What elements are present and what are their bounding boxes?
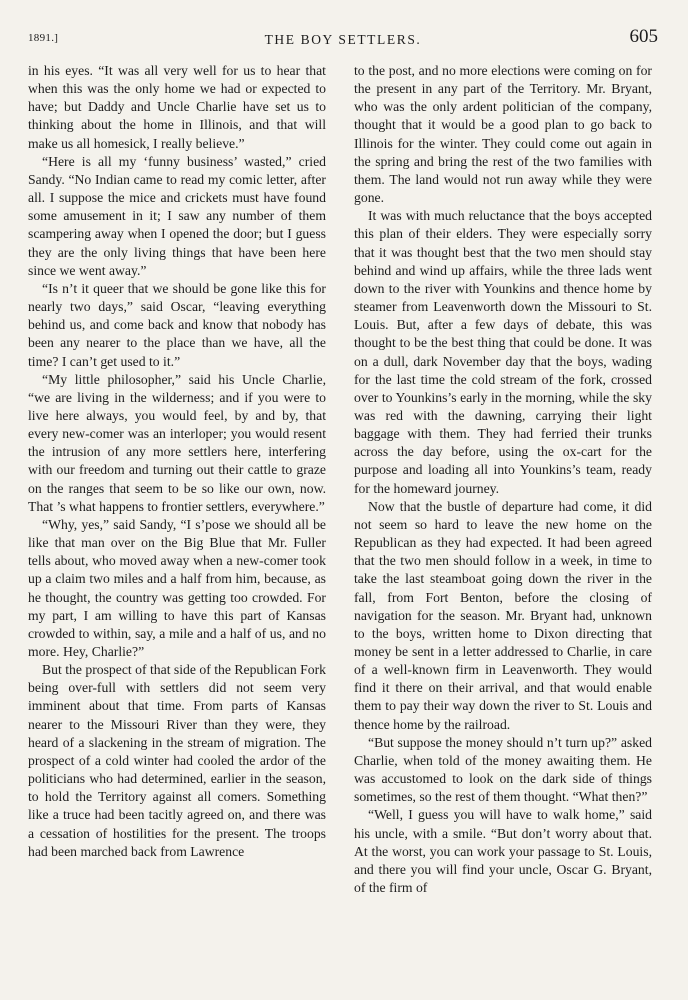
paragraph: to the post, and no more elections were coming on for the present in any part of the Territory. Mr. Bryant, who was the only ardent politician of the company, thought that it would be a good plan to go back to Illinois for the winter. They could come out again in the spring and bring the rest of the two families with them. The land would not run away while they were gone. <box>354 63 652 206</box>
paragraph: “My little philosopher,” said his Uncle Charlie, “we are living in the wilderness; and if you were to live here always, you would feel, by and by, that every new-comer was an interloper; you would resent the intrusion of any more settlers here, interfering with our freedom and turning out their cattle to graze on the ranges that seem to be so like our own, now. That ’s what happens to frontier settlers, everywhere.” <box>28 371 326 514</box>
right-column <box>354 62 652 897</box>
header-date: 1891.] <box>28 32 59 44</box>
paragraph: “Here is all my ‘funny business’ wasted,” cried Sandy. “No Indian came to read my comic letter, after all. I suppose the mice and crickets must have found some amusement in it; I saw any number of them scampering away when I opened the door; but I guess they are the only living things that have been here since we went away.” <box>28 153 326 278</box>
left-column <box>28 62 326 897</box>
paragraph: But the prospect of that side of the Republican Fork being over-full with settlers did not seem very imminent about that time. From parts of Kansas nearer to the Missouri River than they were, they heard of a slackening in the stream of migration. The prospect of a cold winter had cooled the ardor of the politicians who had determined, earlier in the season, to hold the Territory against all comers. Something like a truce had been tacitly agreed on, and there was a cessation of hostilities for the present. The troops had been marched back from Lawrence <box>28 662 326 859</box>
paragraph: It was with much reluctance that the boys accepted this plan of their elders. They were especially sorry that it was thought best that the two men should stay behind and wind up affairs, while the three lads went down to the river with Younkins and thence home by steamer from Leavenworth down the Missouri to St. Louis. But, after a few days of debate, this was thought to be the best thing that could be done. It was on a dull, dark November day that the boys, wading for the last time the cold stream of the fork, crossed over to Younkins’s early in the morning, while the sky was red with the dawning, carrying their light baggage with them. They had ferried their trunks across the day before, using the ox-cart for the purpose and loading all into Younkins’s team, ready for the homeward journey. <box>354 208 652 496</box>
header-title: THE BOY SETTLERS. <box>264 32 422 47</box>
paragraph: “Well, I guess you will have to walk home,” said his uncle, with a smile. “But don’t worry about that. At the worst, you can work your passage to St. Louis, and there you will find your uncle, Oscar G. Bryant, of the firm of <box>354 807 652 896</box>
paragraph: in his eyes. “It was all very well for us to hear that when this was the only home we had or expected to have; but Daddy and Uncle Charlie have set us to thinking about the home in Illinois, and that will make us all homesick, I really believe.” <box>28 63 326 151</box>
page-number: 605 <box>629 26 658 47</box>
running-header <box>28 26 658 56</box>
paragraph: “Why, yes,” said Sandy, “I s’pose we should all be like that man over on the Big Blue that Mr. Fuller tells about, who moved away when a new-comer took up a claim two miles and a half from him, because, as he thought, the country was getting too crowded. For my part, I am willing to have this part of Kansas crowded to within, say, a mile and a half of us, and no more. Hey, Charlie?” <box>28 516 326 659</box>
paragraph: “But suppose the money should n’t turn up?” asked Charlie, when told of the money awaiting them. He was accustomed to look on the dark side of things sometimes, so the rest of them thought. “What then?” <box>354 734 652 805</box>
paragraph: “Is n’t it queer that we should be gone like this for nearly two days,” said Oscar, “leaving everything behind us, and come back and know that nobody has been any nearer to the place than we have, all the time? I can’t get used to it.” <box>28 280 326 369</box>
text-columns <box>28 62 652 897</box>
paragraph: Now that the bustle of departure had come, it did not seem so hard to leave the new home on the Republican as they had expected. It had been agreed that the two men should follow in a week, in time to take the last steamboat going down the river in the fall, from Fort Benton, before the closing of navigation for the season. Mr. Bryant had, unknown to the boys, written home to Dixon directing that money be sent in a letter addressed to Charlie, in care of a well-known firm in Leavenworth. They would find it there on their arrival, and that would enable them to pay their way down the river to St. Louis and thence home by the railroad. <box>354 498 652 732</box>
